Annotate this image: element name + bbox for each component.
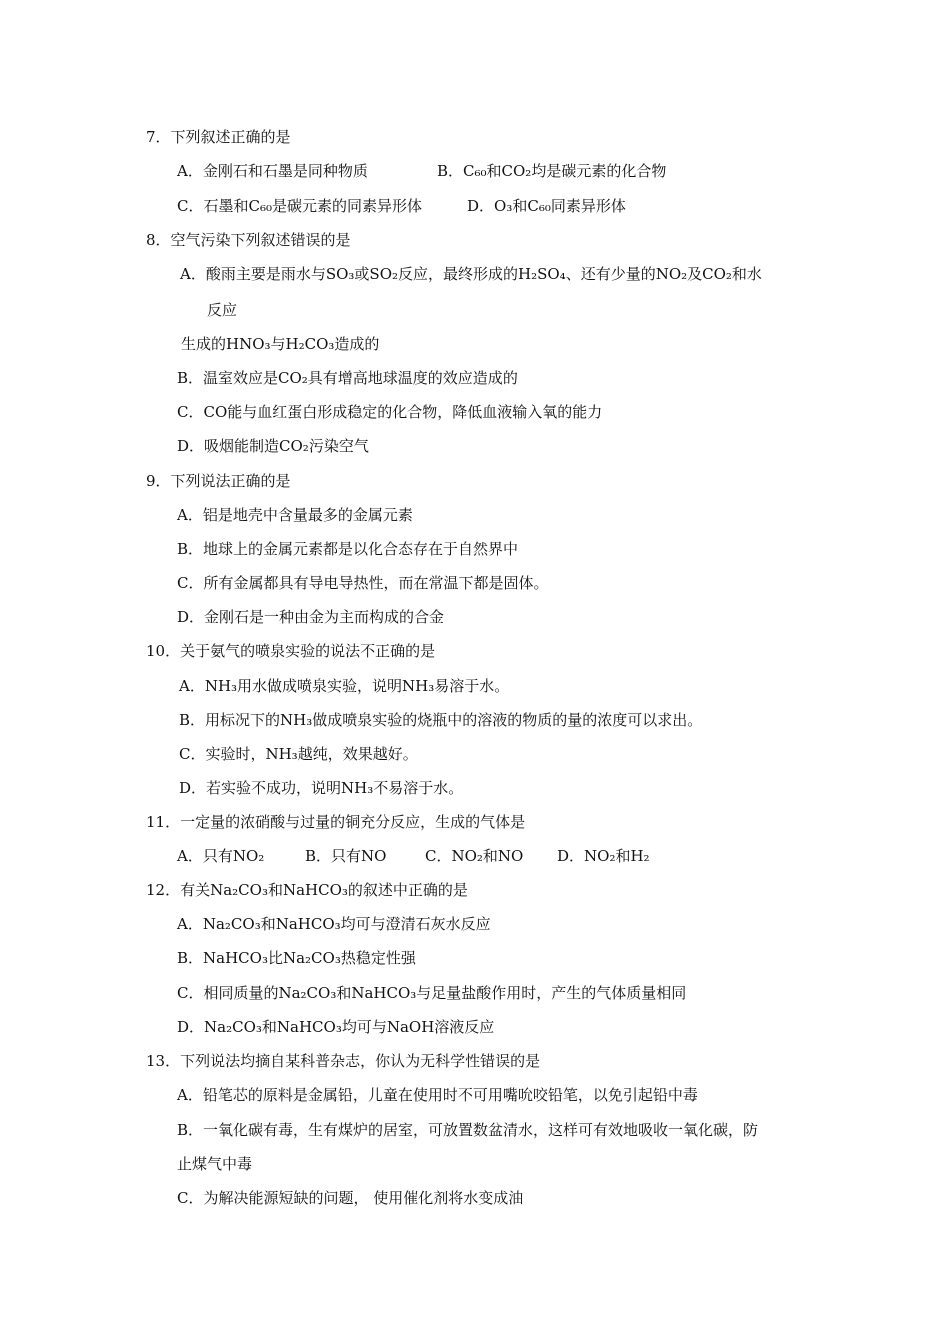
question-8-option-b: B．温室效应是CO₂具有增高地球温度的效应造成的: [177, 369, 518, 387]
question-9-option-d: D．金刚石是一种由金为主而构成的合金: [177, 608, 445, 626]
question-8-option-a: A．酸雨主要是雨水与SO₃或SO₂反应，最终形成的H₂SO₄、还有少量的NO₂及CO₂和水: [180, 265, 762, 283]
question-7-option-d: D．O₃和C₆₀同素异形体: [467, 197, 626, 215]
question-12-option-a: A．Na₂CO₃和NaHCO₃均可与澄清石灰水反应: [177, 915, 491, 933]
question-13-option-c: C．为解决能源短缺的问题， 使用催化剂将水变成油: [177, 1189, 524, 1207]
question-7-option-b: B．C₆₀和CO₂均是碳元素的化合物: [437, 162, 667, 180]
question-10-option-b: B．用标况下的NH₃做成喷泉实验的烧瓶中的溶液的物质的量的浓度可以求出。: [179, 711, 703, 729]
question-8-option-d: D．吸烟能制造CO₂污染空气: [177, 437, 369, 455]
question-11-option-c: C．NO₂和NO: [425, 847, 524, 865]
question-9-option-c: C．所有金属都具有导电导热性，而在常温下都是固体。: [177, 574, 549, 592]
question-12-option-b: B．NaHCO₃比Na₂CO₃热稳定性强: [177, 949, 416, 967]
question-11-option-b: B．只有NO: [305, 847, 387, 865]
question-8-stem: 8．空气污染下列叙述错误的是: [146, 231, 351, 249]
question-13-option-a: A．铅笔芯的原料是金属铅，儿童在使用时不可用嘴吮咬铅笔，以免引起铅中毒: [177, 1086, 698, 1104]
question-12-option-c: C．相同质量的Na₂CO₃和NaHCO₃与足量盐酸作用时，产生的气体质量相同: [177, 984, 687, 1002]
question-8-option-a-cont: 反应: [207, 301, 238, 319]
question-10-option-d: D．若实验不成功，说明NH₃不易溶于水。: [179, 779, 464, 797]
question-13-option-b-cont: 止煤气中毒: [177, 1155, 253, 1173]
question-8-option-c: C．CO能与血红蛋白形成稳定的化合物，降低血液输入氧的能力: [177, 403, 603, 421]
question-12-option-d: D．Na₂CO₃和NaHCO₃均可与NaOH溶液反应: [177, 1018, 495, 1036]
question-11-option-d: D．NO₂和H₂: [557, 847, 650, 865]
question-7-stem: 7．下列叙述正确的是: [146, 128, 291, 146]
question-10-stem: 10．关于氨气的喷泉实验的说法不正确的是: [146, 642, 436, 660]
question-9-stem: 9．下列说法正确的是: [146, 472, 291, 490]
question-13-option-b: B．一氧化碳有毒，生有煤炉的居室，可放置数盆清水，这样可有效地吸收一氧化碳，防: [177, 1121, 759, 1139]
question-12-stem: 12．有关Na₂CO₃和NaHCO₃的叙述中正确的是: [146, 881, 468, 899]
question-9-option-a: A．铝是地壳中含量最多的金属元素: [177, 506, 413, 524]
question-7-option-c: C．石墨和C₆₀是碳元素的同素异形体: [177, 197, 422, 215]
question-11-stem: 11．一定量的浓硝酸与过量的铜充分反应，生成的气体是: [146, 813, 526, 831]
question-10-option-a: A．NH₃用水做成喷泉实验，说明NH₃易溶于水。: [179, 677, 510, 695]
question-8-option-a-cont2: 生成的HNO₃与H₂CO₃造成的: [181, 335, 380, 353]
question-7-option-a: A．金刚石和石墨是同种物质: [177, 162, 368, 180]
question-13-stem: 13．下列说法均摘自某科普杂志，你认为无科学性错误的是: [146, 1052, 541, 1070]
question-9-option-b: B．地球上的金属元素都是以化合态存在于自然界中: [177, 540, 519, 558]
question-10-option-c: C．实验时，NH₃越纯，效果越好。: [179, 745, 418, 763]
question-11-option-a: A．只有NO₂: [177, 847, 265, 865]
